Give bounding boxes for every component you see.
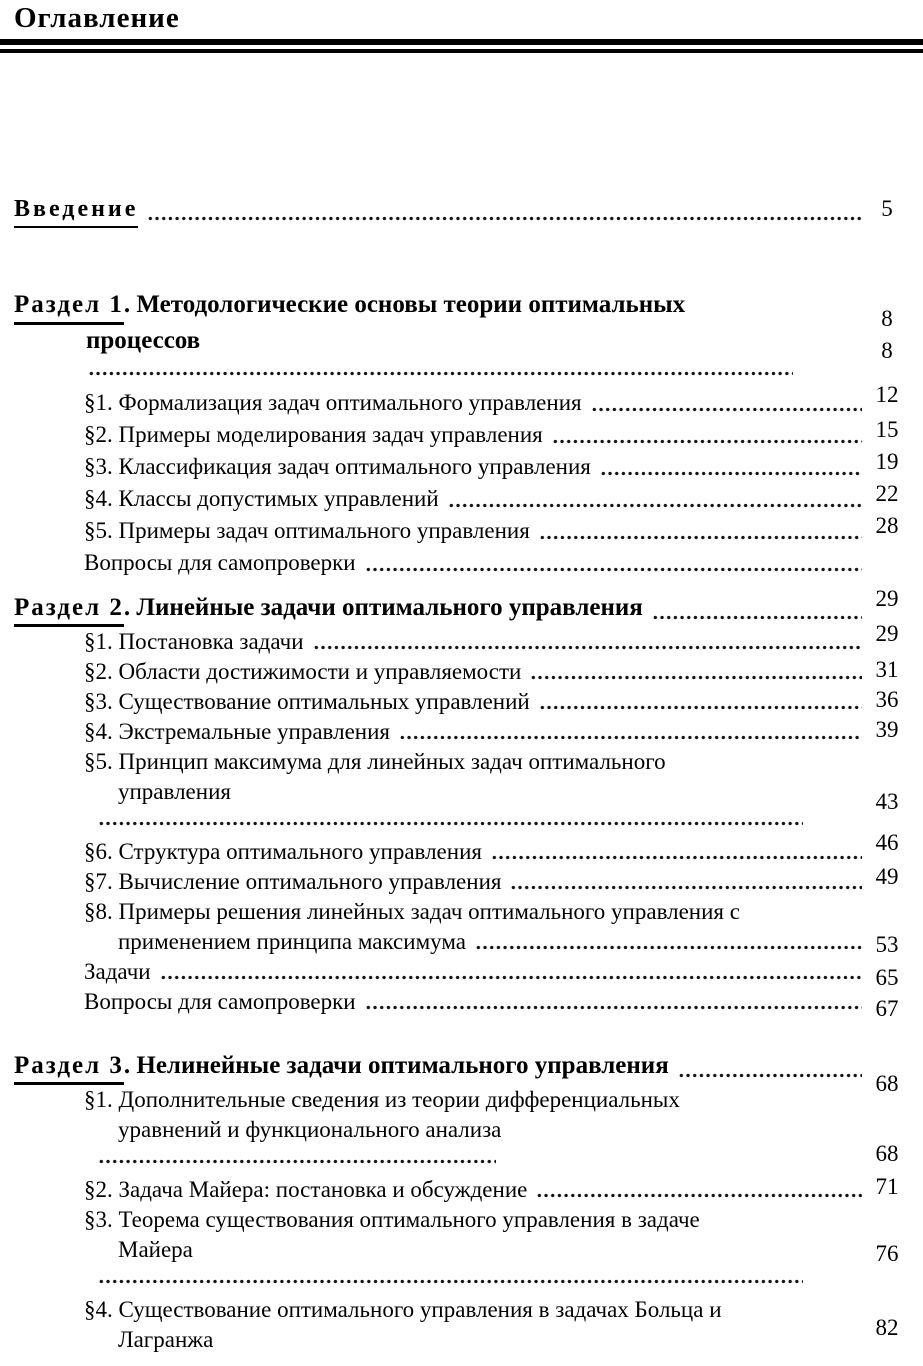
toc-entry-line [84, 957, 862, 987]
toc-item-label: §5. Принцип максимума для линейных задач оптимального [84, 749, 666, 774]
toc-item-continuation: применением принципа максимума [118, 929, 466, 954]
dot-leader [552, 419, 862, 451]
toc-item-label: §1. Дополнительные сведения из теории дифференциальных [84, 1087, 680, 1112]
toc-entry-continuation-line [118, 927, 862, 957]
dot-leader-line [98, 1145, 496, 1175]
dot-leader [536, 1175, 862, 1205]
dot-leader [399, 717, 862, 747]
toc-entry-line [84, 627, 862, 657]
toc-entry [84, 897, 923, 957]
toc-entry-continuation-line [118, 777, 862, 807]
page-number: 22 [875, 481, 899, 506]
toc-entry [14, 193, 923, 228]
page-number: 29 [875, 621, 899, 646]
toc-entry-line [84, 451, 862, 483]
page-number: 8 [881, 306, 893, 331]
toc-entry-line [84, 1175, 862, 1205]
toc-item-continuation: уравнений и функционального анализа [118, 1117, 502, 1142]
toc-item-continuation: Майера [118, 1237, 193, 1262]
toc-entry [84, 1175, 923, 1205]
toc-entry [84, 382, 923, 419]
dot-leader [475, 927, 862, 957]
toc-entry-line [14, 289, 862, 325]
header-double-rule [0, 39, 923, 53]
page-number: 76 [875, 1241, 899, 1266]
toc-chapter-title: Нелинейные задачи оптимального управления [136, 1052, 669, 1079]
toc-entry-line [84, 483, 862, 515]
dot-leader [591, 387, 862, 419]
dot-leader [652, 593, 862, 627]
dot-leader [530, 657, 862, 687]
toc-chapter-separator: . [123, 291, 137, 318]
toc-chapter-title: Линейные задачи оптимального управления [136, 594, 643, 621]
toc-item-label: Вопросы для самопроверки [84, 989, 356, 1014]
page-number: 12 [875, 382, 899, 407]
toc-item-label: §6. Структура оптимального управления [84, 839, 482, 864]
toc-item-label: §8. Примеры решения линейных задач оптимального управления с [84, 899, 740, 924]
toc-chapter-separator: . [123, 594, 137, 621]
dot-leader [491, 837, 862, 867]
toc-item-label: §5. Примеры задач оптимального управления [84, 518, 530, 543]
page-number: 65 [875, 965, 899, 990]
toc-item-label: §4. Классы допустимых управлений [84, 486, 439, 511]
toc-entry [84, 830, 923, 867]
toc-item-label: §1. Формализация задач оптимального управления [84, 390, 582, 415]
toc-item-label: §2. Области достижимости и управляемости [84, 659, 522, 684]
page-title: Оглавление [14, 2, 180, 34]
toc-entry-line [84, 987, 862, 1017]
toc-entry [84, 1295, 923, 1366]
toc-item-label: §2. Примеры моделирования задач управления [84, 422, 543, 447]
page-number: 71 [875, 1174, 899, 1199]
page-number: 28 [875, 513, 899, 538]
toc-entry-line [84, 837, 862, 867]
page-number: 29 [875, 586, 899, 611]
toc-entry [84, 547, 923, 579]
toc-entry [84, 1205, 923, 1295]
page-number: 15 [875, 417, 899, 442]
toc-entry-line [84, 747, 862, 777]
dot-leader [510, 867, 862, 897]
page-number: 19 [875, 449, 899, 474]
toc-entry [84, 515, 923, 547]
page-number: 67 [875, 996, 899, 1021]
toc-entry [84, 483, 923, 515]
toc-entry-line [14, 593, 862, 627]
toc-entry-line [84, 687, 862, 717]
toc-item-label: §2. Задача Майера: постановка и обсуждение [84, 1177, 528, 1202]
toc-entry-line [84, 657, 862, 687]
page-number: 68 [875, 1141, 899, 1166]
toc-entry-line [84, 867, 862, 897]
page-number: 5 [881, 196, 893, 221]
toc-entry-line [84, 387, 862, 419]
toc-entry-continuation-line [118, 1235, 862, 1265]
page-number: 68 [875, 1071, 899, 1096]
toc-chapter-prefix: Раздел 2 [14, 593, 124, 627]
toc-chapter-title: Методологические основы теории оптимальных [136, 291, 686, 318]
toc-intro-label: Введение [14, 193, 138, 228]
toc-entry-continuation-line [86, 325, 862, 357]
toc-item-label: §3. Теорема существования оптимального управления в задаче [84, 1207, 700, 1232]
page-number: 31 [875, 657, 899, 682]
dot-leader [539, 687, 862, 717]
toc-entry-line [84, 547, 862, 579]
toc-item-label: §3. Существование оптимальных управлений [84, 689, 530, 714]
toc-entry [84, 451, 923, 483]
page-number: 36 [875, 687, 899, 712]
dot-leader [147, 193, 862, 228]
toc-entry-continuation-line [118, 1115, 862, 1145]
dot-leader [365, 547, 862, 579]
toc-item-label: §7. Вычисление оптимального управления [84, 869, 502, 894]
toc-chapter-separator: . [123, 1052, 137, 1079]
toc-entry [84, 419, 923, 451]
toc-entry [84, 687, 923, 717]
toc-entry [84, 864, 923, 897]
toc-entry [84, 621, 923, 657]
toc-entry-continuation-line [118, 1325, 862, 1355]
page-number: 53 [875, 932, 899, 957]
toc-entry-line [84, 897, 862, 927]
toc-item-continuation: управления [118, 779, 231, 804]
page-number: 49 [875, 864, 899, 889]
dot-leader [313, 627, 862, 657]
toc-item-label: Задачи [84, 959, 151, 984]
toc-entry [84, 657, 923, 687]
toc-entry [84, 1085, 923, 1175]
toc-chapter-prefix: Раздел 1 [14, 289, 124, 325]
toc-entry-line [14, 193, 862, 228]
toc-item-continuation: Лагранжа [118, 1327, 214, 1352]
toc-entry [84, 747, 923, 837]
toc-entry [84, 957, 923, 990]
dot-leader [600, 451, 862, 483]
page-number: 39 [875, 717, 899, 742]
toc-entry-line [84, 515, 862, 547]
table-of-contents [0, 193, 923, 1366]
toc-entry [14, 1051, 923, 1096]
toc-item-label: §4. Существование оптимального управления в задачах Больца и [84, 1297, 722, 1322]
toc-entry [14, 586, 923, 627]
page-number: 43 [875, 789, 899, 814]
toc-entry [84, 987, 923, 1021]
toc-item-label: §4. Экстремальные управления [84, 719, 390, 744]
dot-leader-line [98, 1355, 803, 1366]
toc-entry-line [84, 1085, 862, 1115]
toc-entry-line [84, 717, 862, 747]
dot-leader-line [98, 807, 803, 837]
dot-leader [539, 515, 862, 547]
toc-entry-line [84, 419, 862, 451]
toc-entry-line [14, 1051, 862, 1085]
toc-item-label: §3. Классификация задач оптимального управления [84, 454, 591, 479]
page-number: 8 [881, 338, 893, 363]
toc-entry-line [84, 1295, 862, 1325]
toc-entry-line [84, 1205, 862, 1235]
page-number: 82 [875, 1315, 899, 1340]
dot-leader [448, 483, 862, 515]
dot-leader [365, 987, 862, 1017]
dot-leader [678, 1051, 862, 1085]
toc-entry [84, 717, 923, 747]
page-number: 46 [875, 830, 899, 855]
toc-chapter-prefix: Раздел 3 [14, 1051, 124, 1085]
dot-leader-line [88, 357, 793, 387]
toc-item-label: §1. Постановка задачи [84, 629, 304, 654]
dot-leader-line [98, 1265, 803, 1295]
toc-item-continuation: процессов [86, 327, 201, 354]
dot-leader [160, 957, 862, 987]
toc-entry [14, 289, 923, 387]
toc-item-label: Вопросы для самопроверки [84, 550, 356, 575]
